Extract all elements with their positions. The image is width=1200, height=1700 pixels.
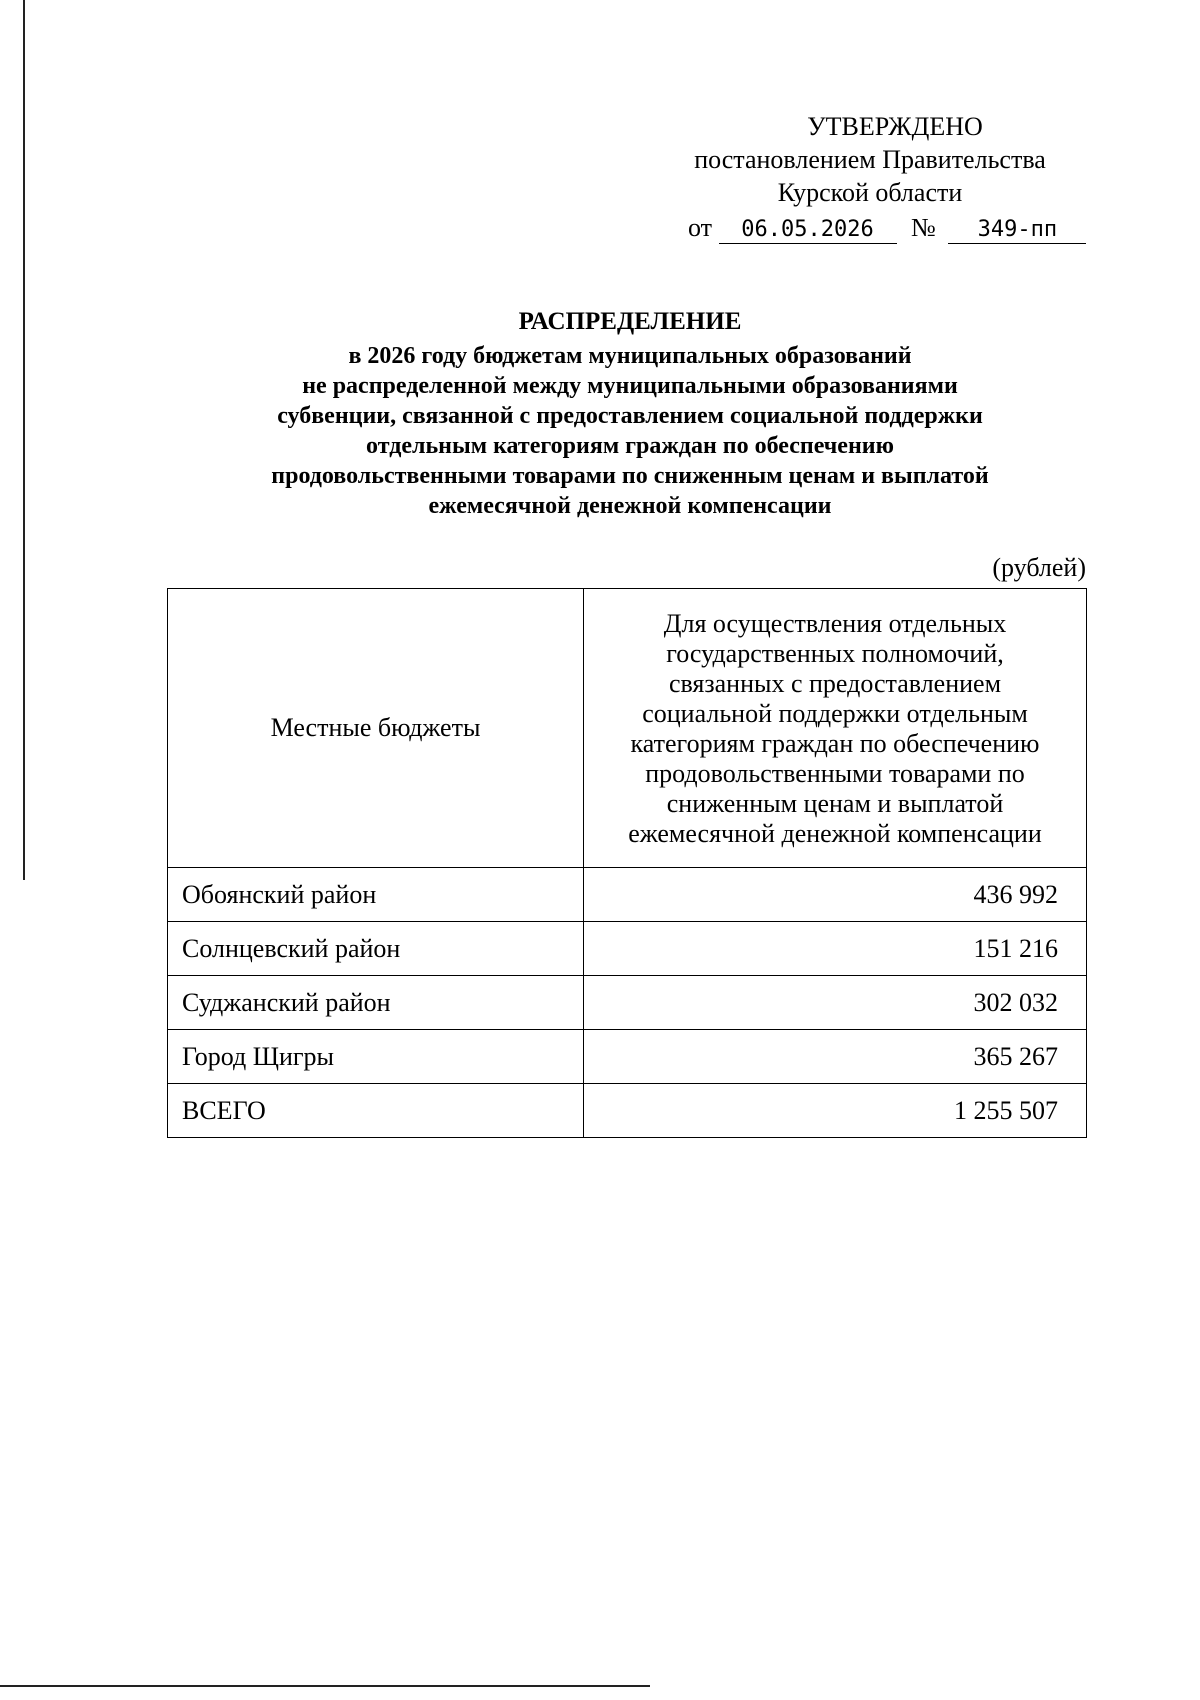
approval-line-3: Курской области (777, 178, 963, 207)
approval-date: 06.05.2026 (719, 217, 897, 244)
col-header-line: ежемесячной денежной компенсации (628, 819, 1042, 848)
total-value: 1 255 507 (584, 1084, 1087, 1138)
col-header-line: продовольственными товарами по (645, 759, 1025, 788)
scan-edge-bottom (0, 1685, 650, 1687)
row-value: 365 267 (584, 1030, 1087, 1084)
row-value: 436 992 (584, 868, 1087, 922)
row-name: Суджанский район (168, 976, 584, 1030)
distribution-table (167, 588, 1087, 1138)
col-header-budgets: Местные бюджеты (168, 589, 584, 868)
title-line: не распределенной между муниципальными образованиями (302, 373, 958, 399)
approval-stamp (650, 110, 1090, 244)
approval-number: 349-пп (948, 217, 1086, 244)
col-header-purpose (584, 589, 1087, 868)
date-prefix: от (688, 213, 713, 242)
units-label: (рублей) (992, 553, 1086, 582)
title-line: отдельным категориям граждан по обеспечению (366, 433, 894, 459)
col-header-line: социальной поддержки отдельным (642, 699, 1028, 728)
row-name: Город Щигры (168, 1030, 584, 1084)
row-name: Солнцевский район (168, 922, 584, 976)
scan-edge-left (23, 0, 25, 880)
title-line: продовольственными товарами по сниженным ценам и выплатой (271, 463, 989, 489)
table-row (168, 976, 1087, 1030)
number-sign: № (911, 213, 936, 242)
row-name: Обоянский район (168, 868, 584, 922)
table-row (168, 1030, 1087, 1084)
col-header-line: государственных полномочий, (666, 639, 1004, 668)
table-total-row (168, 1084, 1087, 1138)
total-label: ВСЕГО (168, 1084, 584, 1138)
col-header-line: Для осуществления отдельных (663, 609, 1007, 638)
title-line: субвенции, связанной с предоставлением социальной поддержки (277, 403, 983, 429)
title-line: ежемесячной денежной компенсации (428, 493, 832, 519)
table-header-row (168, 589, 1087, 868)
table-row (168, 868, 1087, 922)
approval-date-line (688, 211, 1090, 244)
col-header-line: связанных с предоставлением (668, 669, 1002, 698)
table-row (168, 922, 1087, 976)
approval-line-2: постановлением Правительства (694, 145, 1046, 174)
col-header-line: сниженным ценам и выплатой (666, 789, 1004, 818)
row-value: 151 216 (584, 922, 1087, 976)
title-line: в 2026 году бюджетам муниципальных образований (348, 343, 912, 369)
col-header-line: категориям граждан по обеспечению (630, 729, 1040, 758)
document-title (160, 307, 1100, 521)
row-value: 302 032 (584, 976, 1087, 1030)
approval-title: УТВЕРЖДЕНО (807, 112, 983, 141)
title-heading: РАСПРЕДЕЛЕНИЕ (518, 308, 742, 335)
